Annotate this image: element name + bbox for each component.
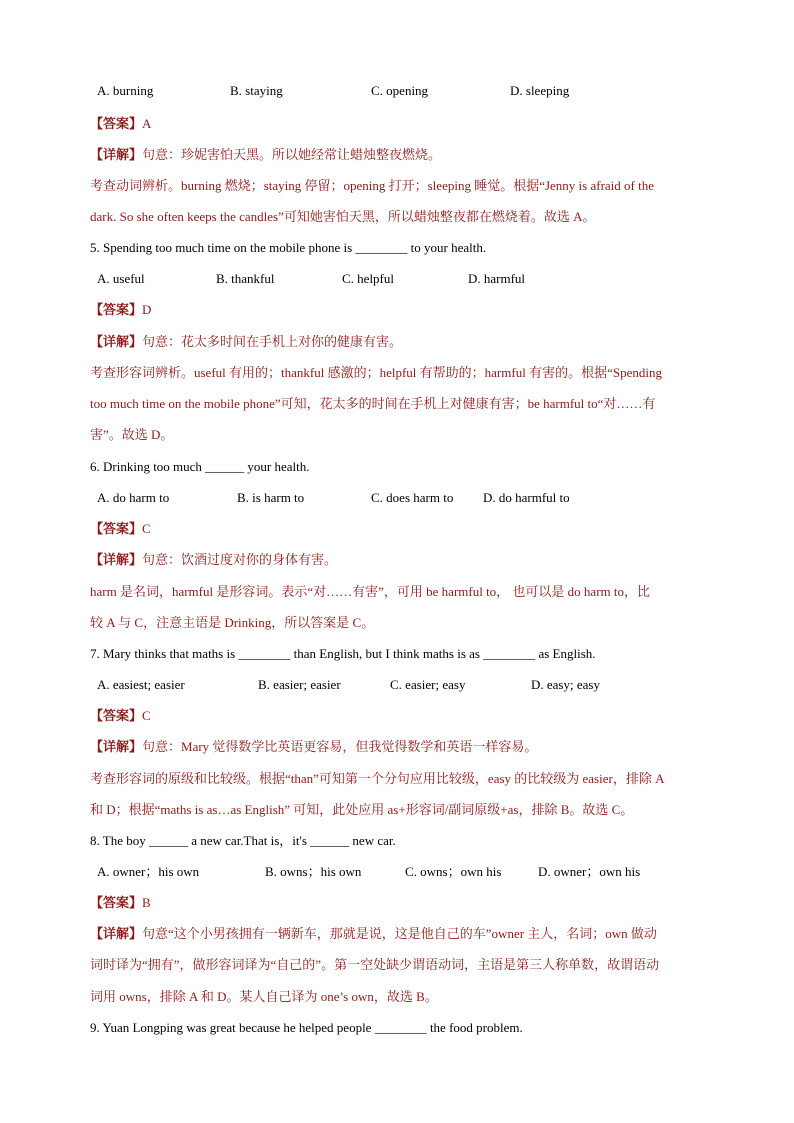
answer-label: 【答案】 bbox=[90, 116, 143, 131]
q6-question: 6. Drinking too much ______ your health. bbox=[90, 459, 310, 474]
q4-answer bbox=[90, 116, 710, 132]
detail-label: 【详解】 bbox=[90, 739, 143, 754]
q4-detail bbox=[90, 147, 710, 163]
q4-option-c: C. opening bbox=[371, 83, 429, 98]
answer-label: 【答案】 bbox=[90, 895, 143, 910]
q8-detail bbox=[90, 926, 710, 942]
q7-option-d: D. easy; easy bbox=[531, 677, 600, 692]
q6-analysis-line: 较 A 与 C，注意主语是 Drinking，所以答案是 C。 bbox=[90, 615, 375, 630]
answer-label: 【答案】 bbox=[90, 302, 143, 317]
detail-label: 【详解】 bbox=[90, 334, 143, 349]
q7-option-a: A. easiest; easier bbox=[97, 677, 185, 692]
q5-option-d: D. harmful bbox=[468, 271, 526, 286]
q5-detail bbox=[90, 334, 710, 350]
q5-analysis-line: 考查形容词辨析。useful 有用的；thankful 感激的；helpful 有帮助的；harmful 有害的。根据“Spending bbox=[90, 365, 662, 380]
answer-value: D bbox=[142, 302, 152, 317]
detail-text: 句意：珍妮害怕天黑。所以她经常让蜡烛整夜燃烧。 bbox=[142, 147, 442, 162]
detail-label: 【详解】 bbox=[90, 147, 143, 162]
q6-option-b: B. is harm to bbox=[237, 490, 305, 505]
q6-option-a: A. do harm to bbox=[97, 490, 170, 505]
q5-analysis-line: too much time on the mobile phone”可知，花太多的时间在手机上对健康有害；be harmful to“对……有 bbox=[90, 396, 656, 411]
q8-analysis-line: 词时译为“拥有”，做形容词译为“自己的”。第一空处缺少谓语动词，主语是第三人称单数，故谓语动 bbox=[90, 957, 660, 972]
q5-option-a: A. useful bbox=[97, 271, 145, 286]
q5-option-c: C. helpful bbox=[342, 271, 394, 286]
detail-text: 句意“这个小男孩拥有一辆新车，那就是说，这是他自己的车”owner 主人，名词；own 做动 bbox=[142, 926, 657, 941]
detail-text: 句意：花太多时间在手机上对你的健康有害。 bbox=[142, 334, 403, 349]
q6-answer bbox=[90, 521, 710, 537]
q6-option-d: D. do harmful to bbox=[483, 490, 570, 505]
q8-option-d: D. owner；own his bbox=[538, 864, 641, 879]
q8-option-b: B. owns；his own bbox=[265, 864, 362, 879]
answer-label: 【答案】 bbox=[90, 708, 143, 723]
answer-value: C bbox=[142, 708, 151, 723]
q4-option-d: D. sleeping bbox=[510, 83, 570, 98]
q7-option-c: C. easier; easy bbox=[390, 677, 466, 692]
answer-value: B bbox=[142, 895, 151, 910]
q7-question: 7. Mary thinks that maths is ________ than English, but I think maths is as ________ as English. bbox=[90, 646, 596, 661]
q7-analysis-line: 考查形容词的原级和比较级。根据“than”可知第一个分句应用比较级，easy 的比较级为 easier，排除 A bbox=[90, 771, 665, 786]
detail-text: 句意：Mary 觉得数学比英语更容易，但我觉得数学和英语一样容易。 bbox=[142, 739, 538, 754]
detail-text: 句意：饮酒过度对你的身体有害。 bbox=[142, 552, 338, 567]
detail-label: 【详解】 bbox=[90, 552, 143, 567]
detail-label: 【详解】 bbox=[90, 926, 143, 941]
q4-option-a: A. burning bbox=[97, 83, 154, 98]
q6-detail bbox=[90, 552, 710, 568]
q8-option-a: A. owner；his own bbox=[97, 864, 200, 879]
q8-analysis-line: 词用 owns，排除 A 和 D。某人自己译为 one’s own，故选 B。 bbox=[90, 989, 438, 1004]
q7-answer bbox=[90, 708, 710, 724]
q4-analysis-line: 考查动词辨析。burning 燃烧；staying 停留；opening 打开；sleeping 睡觉。根据“Jenny is afraid of the bbox=[90, 178, 654, 193]
q5-question: 5. Spending too much time on the mobile phone is ________ to your health. bbox=[90, 240, 487, 255]
q8-answer bbox=[90, 895, 710, 911]
answer-value: C bbox=[142, 521, 151, 536]
q9-question: 9. Yuan Longping was great because he helped people ________ the food problem. bbox=[90, 1020, 523, 1035]
q6-option-c: C. does harm to bbox=[371, 490, 454, 505]
q7-analysis-line: 和 D；根据“maths is as…as English” 可知，此处应用 as+形容词/副词原级+as，排除 B。故选 C。 bbox=[90, 802, 634, 817]
q6-analysis-line: harm 是名词，harmful 是形容词。表示“对……有害”，可用 be harmful to， 也可以是 do harm to，比 bbox=[90, 584, 651, 599]
q5-answer bbox=[90, 302, 710, 318]
q5-option-b: B. thankful bbox=[216, 271, 275, 286]
answer-label: 【答案】 bbox=[90, 521, 143, 536]
q4-analysis-line: dark. So she often keeps the candles”可知她害怕天黑，所以蜡烛整夜都在燃烧着。故选 A。 bbox=[90, 209, 596, 224]
q4-option-b: B. staying bbox=[230, 83, 283, 98]
q7-detail bbox=[90, 739, 710, 755]
q5-analysis-line: 害”。故选 D。 bbox=[90, 427, 174, 442]
answer-value: A bbox=[142, 116, 152, 131]
q7-option-b: B. easier; easier bbox=[258, 677, 341, 692]
q8-question: 8. The boy ______ a new car.That is，it's ______ new car. bbox=[90, 833, 396, 848]
q8-option-c: C. owns；own his bbox=[405, 864, 502, 879]
